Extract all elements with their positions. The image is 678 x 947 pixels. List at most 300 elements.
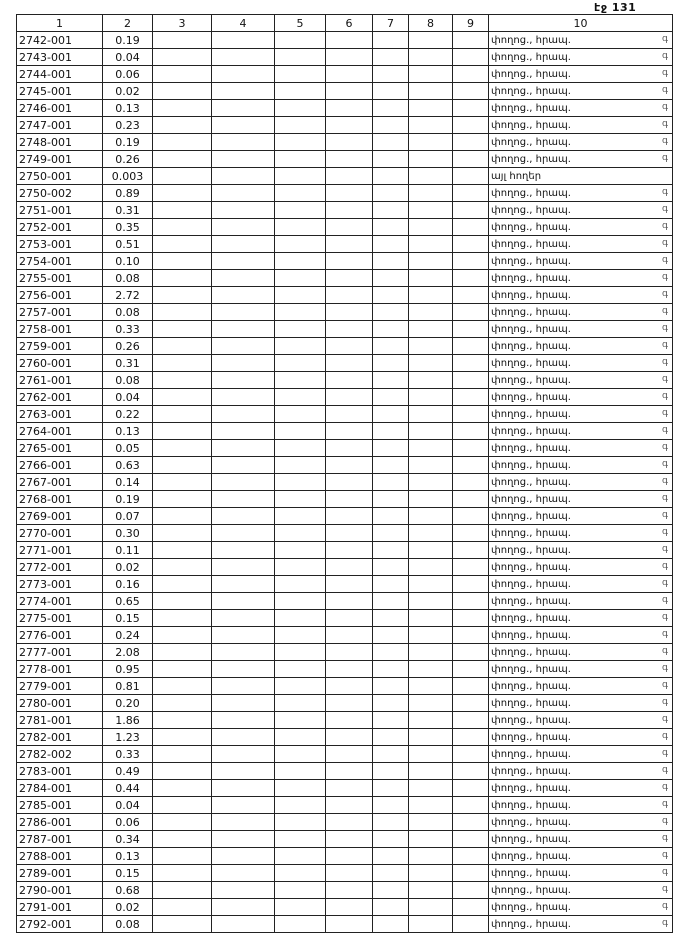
margin-mark: գ (662, 238, 668, 248)
table-row (17, 32, 673, 49)
empty-cell (153, 49, 212, 66)
empty-cell (326, 678, 373, 695)
empty-cell (153, 695, 212, 712)
margin-mark: գ (662, 731, 668, 741)
land-use-note-cell: փողոց., հրապ. (489, 423, 673, 440)
empty-cell (212, 899, 275, 916)
empty-cell (453, 32, 489, 49)
empty-cell (409, 729, 453, 746)
empty-cell (409, 474, 453, 491)
empty-cell (409, 525, 453, 542)
empty-cell (153, 508, 212, 525)
margin-mark: գ (662, 493, 668, 503)
cadastral-id-cell: 2774-001 (17, 593, 103, 610)
area-cell: 0.07 (103, 508, 153, 525)
cadastral-id-cell: 2744-001 (17, 66, 103, 83)
cadastral-id-cell: 2749-001 (17, 151, 103, 168)
empty-cell (212, 797, 275, 814)
empty-cell (373, 627, 409, 644)
empty-cell (453, 780, 489, 797)
empty-cell (212, 882, 275, 899)
cadastral-id-cell: 2791-001 (17, 899, 103, 916)
empty-cell (212, 474, 275, 491)
empty-cell (409, 304, 453, 321)
empty-cell (373, 474, 409, 491)
margin-mark: գ (662, 527, 668, 537)
empty-cell (153, 780, 212, 797)
cadastral-id-cell: 2776-001 (17, 627, 103, 644)
empty-cell (153, 389, 212, 406)
empty-cell (326, 134, 373, 151)
empty-cell (326, 508, 373, 525)
cadastral-id-cell: 2773-001 (17, 576, 103, 593)
cadastral-id-cell: 2788-001 (17, 848, 103, 865)
empty-cell (409, 712, 453, 729)
land-use-note-cell: փողոց., հրապ. (489, 236, 673, 253)
column-header-9: 9 (453, 15, 489, 32)
empty-cell (373, 678, 409, 695)
land-use-note-cell: փողոց., հրապ. (489, 729, 673, 746)
empty-cell (212, 49, 275, 66)
cadastral-id-cell: 2766-001 (17, 457, 103, 474)
area-cell: 0.23 (103, 117, 153, 134)
table-row (17, 253, 673, 270)
empty-cell (153, 712, 212, 729)
empty-cell (453, 66, 489, 83)
area-cell: 0.02 (103, 559, 153, 576)
table-row (17, 712, 673, 729)
empty-cell (409, 253, 453, 270)
empty-cell (153, 287, 212, 304)
empty-cell (453, 253, 489, 270)
empty-cell (212, 627, 275, 644)
empty-cell (275, 525, 326, 542)
empty-cell (409, 355, 453, 372)
empty-cell (326, 576, 373, 593)
empty-cell (453, 236, 489, 253)
empty-cell (212, 729, 275, 746)
empty-cell (153, 338, 212, 355)
empty-cell (409, 66, 453, 83)
empty-cell (212, 678, 275, 695)
empty-cell (212, 202, 275, 219)
column-header-5: 5 (275, 15, 326, 32)
empty-cell (373, 185, 409, 202)
cadastral-id-cell: 2777-001 (17, 644, 103, 661)
empty-cell (409, 117, 453, 134)
empty-cell (326, 882, 373, 899)
empty-cell (409, 406, 453, 423)
margin-mark: գ (662, 51, 668, 61)
empty-cell (275, 440, 326, 457)
empty-cell (326, 270, 373, 287)
empty-cell (275, 865, 326, 882)
table-row (17, 814, 673, 831)
empty-cell (275, 389, 326, 406)
empty-cell (153, 134, 212, 151)
empty-cell (373, 100, 409, 117)
empty-cell (275, 644, 326, 661)
empty-cell (153, 763, 212, 780)
cadastral-id-cell: 2754-001 (17, 253, 103, 270)
area-cell: 0.33 (103, 746, 153, 763)
empty-cell (212, 270, 275, 287)
empty-cell (212, 287, 275, 304)
table-row (17, 185, 673, 202)
empty-cell (409, 780, 453, 797)
empty-cell (373, 729, 409, 746)
table-row (17, 168, 673, 185)
cadastral-id-cell: 2762-001 (17, 389, 103, 406)
empty-cell (453, 151, 489, 168)
empty-cell (453, 525, 489, 542)
land-use-note-cell: փողոց., հրապ. (489, 508, 673, 525)
empty-cell (373, 66, 409, 83)
area-cell: 0.19 (103, 134, 153, 151)
cadastral-id-cell: 2765-001 (17, 440, 103, 457)
area-cell: 0.33 (103, 321, 153, 338)
land-use-note-cell: փողոց., հրապ. (489, 610, 673, 627)
table-row (17, 644, 673, 661)
empty-cell (212, 185, 275, 202)
margin-mark: գ (662, 374, 668, 384)
cadastral-id-cell: 2782-001 (17, 729, 103, 746)
land-use-note-cell: փողոց., հրապ. (489, 372, 673, 389)
page-number-label: էջ 131 (594, 1, 637, 14)
cadastral-id-cell: 2770-001 (17, 525, 103, 542)
empty-cell (153, 168, 212, 185)
cadastral-id-cell: 2756-001 (17, 287, 103, 304)
empty-cell (373, 661, 409, 678)
empty-cell (409, 695, 453, 712)
empty-cell (453, 117, 489, 134)
empty-cell (326, 627, 373, 644)
empty-cell (373, 559, 409, 576)
land-use-note-cell: փողոց., հրապ. (489, 542, 673, 559)
area-cell: 0.14 (103, 474, 153, 491)
table-row (17, 304, 673, 321)
empty-cell (326, 899, 373, 916)
margin-mark: գ (662, 595, 668, 605)
table-row (17, 423, 673, 440)
empty-cell (373, 372, 409, 389)
empty-cell (212, 457, 275, 474)
empty-cell (453, 134, 489, 151)
empty-cell (373, 814, 409, 831)
empty-cell (453, 763, 489, 780)
empty-cell (373, 593, 409, 610)
empty-cell (326, 321, 373, 338)
area-cell: 0.22 (103, 406, 153, 423)
cadastral-id-cell: 2771-001 (17, 542, 103, 559)
empty-cell (326, 83, 373, 100)
cadastral-id-cell: 2785-001 (17, 797, 103, 814)
empty-cell (153, 916, 212, 933)
empty-cell (153, 185, 212, 202)
land-use-note-cell: փողոց., հրապ. (489, 831, 673, 848)
empty-cell (275, 134, 326, 151)
empty-cell (409, 423, 453, 440)
empty-cell (212, 168, 275, 185)
empty-cell (212, 134, 275, 151)
area-cell: 0.05 (103, 440, 153, 457)
empty-cell (373, 831, 409, 848)
area-cell: 0.95 (103, 661, 153, 678)
empty-cell (326, 389, 373, 406)
table-row (17, 542, 673, 559)
table-header-row (17, 15, 673, 32)
empty-cell (373, 219, 409, 236)
empty-cell (275, 372, 326, 389)
empty-cell (373, 865, 409, 882)
area-cell: 0.15 (103, 610, 153, 627)
margin-mark: գ (662, 765, 668, 775)
empty-cell (453, 83, 489, 100)
land-use-note-cell: փողոց., հրապ. (489, 865, 673, 882)
area-cell: 0.04 (103, 797, 153, 814)
land-use-note-cell: փողոց., հրապ. (489, 474, 673, 491)
margin-mark (656, 167, 678, 184)
empty-cell (453, 627, 489, 644)
land-use-note-cell: փողոց., հրապ. (489, 593, 673, 610)
land-use-note-cell: փողոց., հրապ. (489, 644, 673, 661)
empty-cell (409, 661, 453, 678)
empty-cell (326, 593, 373, 610)
empty-cell (373, 542, 409, 559)
empty-cell (212, 355, 275, 372)
empty-cell (326, 49, 373, 66)
empty-cell (153, 559, 212, 576)
area-cell: 0.34 (103, 831, 153, 848)
empty-cell (275, 49, 326, 66)
empty-cell (453, 457, 489, 474)
column-header-6: 6 (326, 15, 373, 32)
empty-cell (275, 202, 326, 219)
empty-cell (212, 406, 275, 423)
empty-cell (409, 440, 453, 457)
empty-cell (275, 882, 326, 899)
table-row (17, 338, 673, 355)
empty-cell (409, 457, 453, 474)
empty-cell (153, 321, 212, 338)
table-row (17, 440, 673, 457)
empty-cell (453, 848, 489, 865)
area-cell: 0.13 (103, 848, 153, 865)
area-cell: 0.26 (103, 338, 153, 355)
empty-cell (275, 593, 326, 610)
cadastral-id-cell: 2742-001 (17, 32, 103, 49)
empty-cell (275, 100, 326, 117)
empty-cell (153, 661, 212, 678)
empty-cell (153, 270, 212, 287)
empty-cell (373, 202, 409, 219)
empty-cell (153, 355, 212, 372)
table-row (17, 797, 673, 814)
empty-cell (275, 491, 326, 508)
land-use-note-cell: փողոց., հրապ. (489, 797, 673, 814)
margin-mark: գ (662, 204, 668, 214)
empty-cell (326, 66, 373, 83)
table-row (17, 831, 673, 848)
area-cell: 0.35 (103, 219, 153, 236)
empty-cell (153, 746, 212, 763)
empty-cell (453, 219, 489, 236)
margin-mark: գ (662, 340, 668, 350)
table-row (17, 202, 673, 219)
land-use-note-cell: փողոց., հրապ. (489, 678, 673, 695)
cadastral-id-cell: 2789-001 (17, 865, 103, 882)
empty-cell (326, 406, 373, 423)
cadastral-id-cell: 2745-001 (17, 83, 103, 100)
empty-cell (212, 508, 275, 525)
empty-cell (153, 729, 212, 746)
area-cell: 0.68 (103, 882, 153, 899)
cadastral-id-cell: 2787-001 (17, 831, 103, 848)
empty-cell (153, 899, 212, 916)
empty-cell (453, 729, 489, 746)
empty-cell (153, 814, 212, 831)
empty-cell (153, 406, 212, 423)
empty-cell (373, 49, 409, 66)
table-row (17, 729, 673, 746)
empty-cell (409, 389, 453, 406)
margin-mark: գ (662, 306, 668, 316)
empty-cell (212, 219, 275, 236)
empty-cell (212, 661, 275, 678)
empty-cell (373, 406, 409, 423)
land-use-note-cell: փողոց., հրապ. (489, 882, 673, 899)
empty-cell (275, 474, 326, 491)
empty-cell (153, 831, 212, 848)
land-use-note-cell: փողոց., հրապ. (489, 457, 673, 474)
empty-cell (212, 746, 275, 763)
empty-cell (373, 338, 409, 355)
margin-mark: գ (662, 323, 668, 333)
empty-cell (275, 559, 326, 576)
column-header-4: 4 (212, 15, 275, 32)
empty-cell (275, 287, 326, 304)
area-cell: 0.08 (103, 372, 153, 389)
empty-cell (275, 695, 326, 712)
empty-cell (275, 508, 326, 525)
land-use-note-cell: փողոց., հրապ. (489, 49, 673, 66)
cadastral-id-cell: 2767-001 (17, 474, 103, 491)
empty-cell (453, 882, 489, 899)
empty-cell (326, 729, 373, 746)
empty-cell (153, 236, 212, 253)
empty-cell (373, 236, 409, 253)
margin-mark: գ (662, 680, 668, 690)
land-register-table (16, 14, 673, 933)
empty-cell (212, 542, 275, 559)
empty-cell (409, 185, 453, 202)
margin-mark: գ (662, 578, 668, 588)
cadastral-id-cell: 2748-001 (17, 134, 103, 151)
empty-cell (326, 525, 373, 542)
area-cell: 0.44 (103, 780, 153, 797)
empty-cell (326, 457, 373, 474)
empty-cell (409, 219, 453, 236)
empty-cell (153, 440, 212, 457)
empty-cell (275, 848, 326, 865)
margin-mark: գ (662, 272, 668, 282)
table-row (17, 117, 673, 134)
cadastral-id-cell: 2779-001 (17, 678, 103, 695)
empty-cell (275, 661, 326, 678)
empty-cell (275, 168, 326, 185)
empty-cell (453, 712, 489, 729)
empty-cell (373, 508, 409, 525)
empty-cell (409, 610, 453, 627)
cadastral-id-cell: 2786-001 (17, 814, 103, 831)
empty-cell (409, 644, 453, 661)
land-use-note-cell: փողոց., հրապ. (489, 661, 673, 678)
empty-cell (275, 185, 326, 202)
empty-cell (453, 423, 489, 440)
margin-mark: գ (662, 221, 668, 231)
empty-cell (373, 797, 409, 814)
area-cell: 0.11 (103, 542, 153, 559)
area-cell: 0.20 (103, 695, 153, 712)
empty-cell (453, 916, 489, 933)
empty-cell (326, 117, 373, 134)
land-use-note-cell: փողոց., հրապ. (489, 253, 673, 270)
empty-cell (373, 151, 409, 168)
empty-cell (326, 695, 373, 712)
column-header-1: 1 (17, 15, 103, 32)
empty-cell (153, 627, 212, 644)
empty-cell (326, 202, 373, 219)
table-row (17, 508, 673, 525)
empty-cell (373, 457, 409, 474)
land-use-note-cell: փողոց., հրապ. (489, 100, 673, 117)
table-row (17, 100, 673, 117)
land-use-note-cell: փողոց., հրապ. (489, 151, 673, 168)
empty-cell (453, 49, 489, 66)
empty-cell (153, 253, 212, 270)
empty-cell (275, 763, 326, 780)
empty-cell (373, 916, 409, 933)
empty-cell (326, 100, 373, 117)
land-use-note-cell: փողոց., հրապ. (489, 32, 673, 49)
empty-cell (326, 338, 373, 355)
empty-cell (275, 899, 326, 916)
empty-cell (409, 83, 453, 100)
empty-cell (453, 287, 489, 304)
table-row (17, 491, 673, 508)
table-row (17, 219, 673, 236)
table-row (17, 848, 673, 865)
table-row (17, 865, 673, 882)
empty-cell (212, 321, 275, 338)
area-cell: 0.15 (103, 865, 153, 882)
empty-cell (409, 797, 453, 814)
land-use-note-cell: փողոց., հրապ. (489, 406, 673, 423)
table-row (17, 746, 673, 763)
empty-cell (373, 134, 409, 151)
empty-cell (409, 831, 453, 848)
table-row (17, 83, 673, 100)
empty-cell (275, 797, 326, 814)
land-use-note-cell: փողոց., հրապ. (489, 287, 673, 304)
empty-cell (275, 338, 326, 355)
empty-cell (453, 661, 489, 678)
empty-cell (275, 746, 326, 763)
area-cell: 1.23 (103, 729, 153, 746)
empty-cell (326, 168, 373, 185)
empty-cell (409, 678, 453, 695)
margin-mark: գ (662, 34, 668, 44)
